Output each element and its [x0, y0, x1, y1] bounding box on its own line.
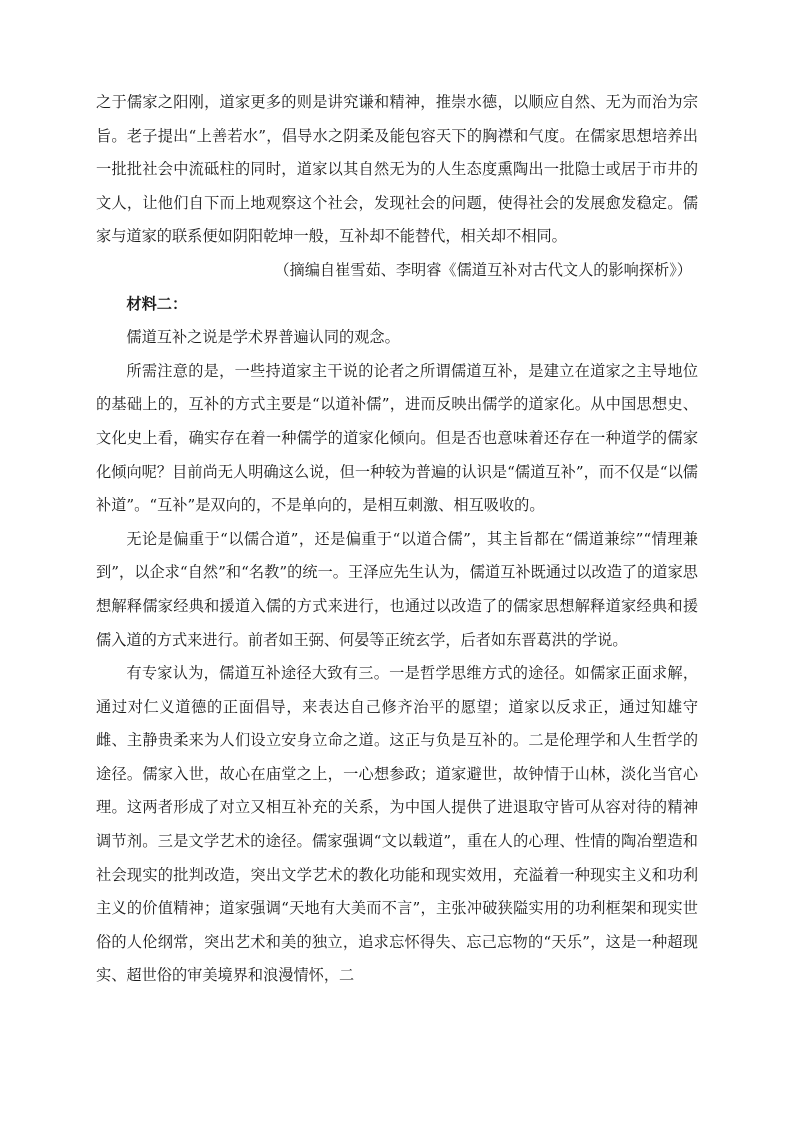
paragraph-4: 有专家认为，儒道互补途径大致有三。一是哲学思维方式的途径。如儒家正面求解，通过对仁义道德的正面倡导，来表达自己修齐治平的愿望；道家以反求正，通过知雄守雌、主静贵柔来为人们设立安身立命之道。这正与负是互补的。二是伦理学和人生哲学的途径。儒家入世，故心在庙堂之上，一心想参政；道家避世，故钟情于山林，淡化当官心理。这两者形成了对立又相互补充的关系，为中国人提供了进退取守皆可从容对待的精神调节剂。三是文学艺术的途径。儒家强调“文以载道”，重在人的心理、性情的陶冶塑造和社会现实的批判改造，突出文学艺术的教化功能和现实效用，充溢着一种现实主义和功利主义的价值精神；道家强调“天地有大美而不言”，主张冲破狭隘实用的功利框架和现实世俗的人伦纲常，突出艺术和美的独立，追求忘怀得失、忘己忘物的“天乐”，这是一种超现实、超世俗的审美境界和浪漫情怀，二: [96, 664, 698, 985]
paragraph-continuation: 之于儒家之阳刚，道家更多的则是讲究谦和精神，推崇水德，以顺应自然、无为而治为宗旨。老子提出“上善若水”，倡导水之阴柔及能包容天下的胸襟和气度。在儒家思想培养出一批批社会中流砥柱的同时，道家以其自然无为的人生态度熏陶出一批隐士或居于市井的文人，让他们自下而上地观察这个社会，发现社会的问题，使得社会的发展愈发稳定。儒家与道家的联系便如阴阳乾坤一般，互补却不能替代，相关却不相同。: [96, 93, 698, 246]
document-page: [96, 86, 698, 993]
paragraph-2: 所需注意的是，一些持道家主干说的论者之所谓儒道互补，是建立在道家之主导地位的基础上的，互补的方式主要是“以道补儒”，进而反映出儒学的道家化。从中国思想史、文化史上看，确实存在着一种儒学的道家化倾向。但是否也意味着还存在一种道学的儒家化倾向呢？目前尚无人明确这么说，但一种较为普遍的认识是“儒道互补”，而不仅是“以儒补道”。“互补”是双向的，不是单向的，是相互刺激、相互吸收的。: [96, 361, 698, 515]
paragraph-1: 儒道互补之说是学术界普遍认同的观念。: [126, 328, 400, 347]
section-heading-material-two: 材料二：: [126, 294, 188, 313]
source-citation: （摘编自崔雪茹、李明睿《儒道互补对古代文人的影响探析》）: [274, 260, 692, 279]
paragraph-3: 无论是偏重于“以儒合道”，还是偏重于“以道合儒”，其主旨都在“儒道兼综”“情理兼到”，以企求“自然”和“名教”的统一。王泽应先生认为，儒道互补既通过以改造了的道家思想解释儒家经典和援道入儒的方式来进行，也通过以改造了的儒家思想解释道家经典和援儒入道的方式来进行。前者如王弼、何晏等正统玄学，后者如东晋葛洪的学说。: [96, 529, 698, 649]
